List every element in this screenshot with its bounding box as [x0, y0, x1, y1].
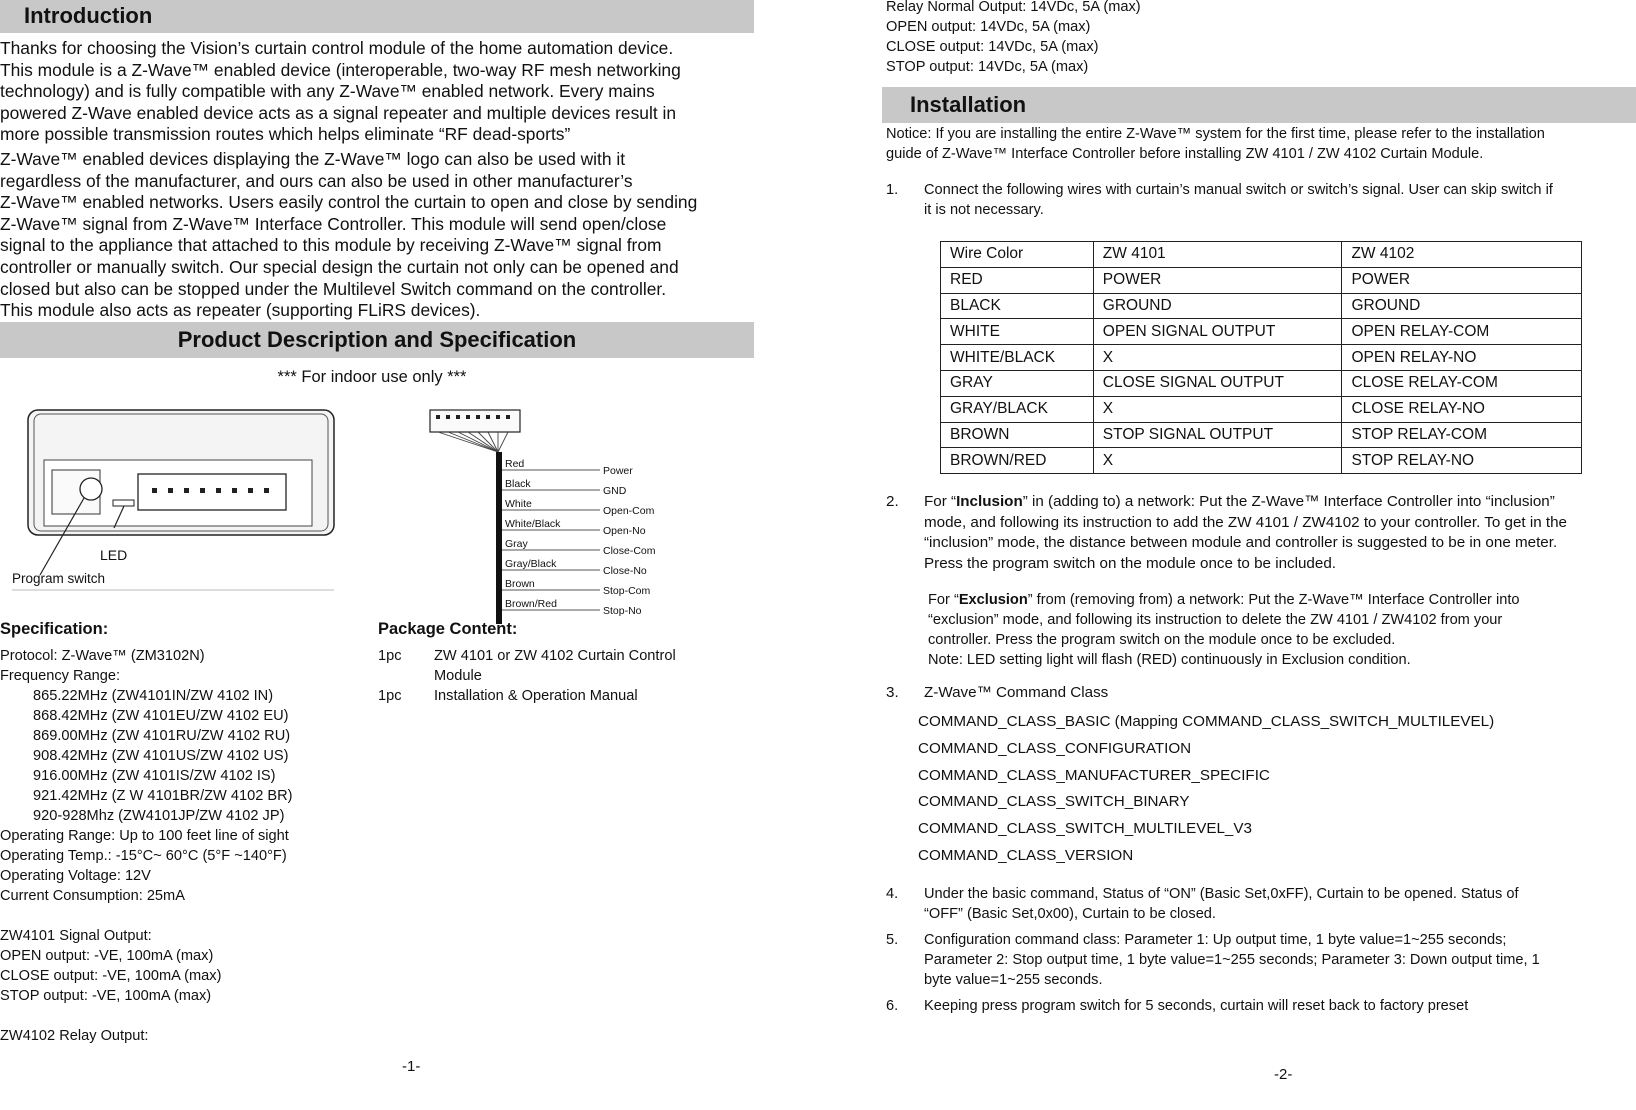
exclusion-pre: For “ — [928, 592, 959, 608]
text-line: mode, and following its instruction to add the ZW 4101 / ZW4102 to your controller. To get in the — [924, 513, 1568, 531]
signal-output-line: OPEN output: -VE, 100mA (max) — [0, 948, 214, 964]
program-switch-label: Program switch — [12, 571, 106, 586]
signal-label: Stop-Com — [603, 585, 651, 597]
signal-label: GND — [603, 485, 627, 497]
table-row — [941, 267, 1582, 293]
connector-pin — [248, 488, 253, 493]
table-cell: GROUND — [1093, 293, 1342, 319]
exclusion-line — [928, 590, 1520, 610]
plug-pin — [496, 415, 500, 419]
table-cell: POWER — [1342, 267, 1582, 293]
exclusion-keyword: Exclusion — [958, 592, 1028, 608]
text-line: Parameter 2: Stop output time, 1 byte value=1~255 seconds; Parameter 3: Down output time, 1 — [924, 952, 1540, 968]
product-heading-bar — [0, 322, 754, 358]
text-line: Z-Wave™ enabled networks. Users easily control the curtain to open and close by sending — [0, 192, 698, 213]
plug-pin — [486, 415, 490, 419]
step-1 — [886, 180, 1553, 220]
wire-label: Black — [505, 478, 531, 490]
connector-pin — [168, 488, 173, 493]
text-line: guide of Z-Wave™ Interface Controller before installing ZW 4101 / ZW 4102 Curtain Module. — [886, 146, 1484, 162]
frequency-line: 921.42MHz (Z W 4101BR/ZW 4102 BR) — [33, 788, 293, 804]
wire-label: Brown/Red — [505, 598, 557, 610]
inclusion-post: ” in (adding to) a network: Put the Z-Wave™ Interface Controller into “inclusion” — [1022, 493, 1555, 510]
package-item — [378, 646, 676, 666]
table-header-cell: ZW 4102 — [1342, 242, 1582, 268]
text-line: signal to the appliance that attached to this module by receiving Z-Wave™ signal from — [0, 235, 662, 256]
connector-pin — [216, 488, 221, 493]
relay-line: OPEN output: 14VDc, 5A (max) — [886, 19, 1091, 35]
table-cell: WHITE — [941, 319, 1094, 345]
relay-output-heading: ZW4102 Relay Output: — [0, 1028, 149, 1044]
installation-heading-bar — [882, 87, 1636, 123]
signal-output-line: STOP output: -VE, 100mA (max) — [0, 988, 212, 1004]
package-desc: Installation & Operation Manual — [434, 688, 638, 704]
wire-label: Gray/Black — [505, 558, 557, 570]
table-cell: POWER — [1093, 267, 1342, 293]
table-cell: CLOSE RELAY-NO — [1342, 396, 1582, 422]
frequency-line: 908.42MHz (ZW 4101US/ZW 4102 US) — [33, 748, 289, 764]
installation-notice — [886, 124, 1545, 164]
connector-pin — [184, 488, 189, 493]
table-cell: STOP SIGNAL OUTPUT — [1093, 422, 1342, 448]
frequency-line: 869.00MHz (ZW 4101RU/ZW 4102 RU) — [33, 728, 291, 744]
wire-label: Gray — [505, 538, 528, 550]
frequency-line: 920-928Mhz (ZW4101JP/ZW 4102 JP) — [33, 808, 285, 824]
table-header-row — [941, 242, 1582, 268]
table-cell: BLACK — [941, 293, 1094, 319]
connector-pin — [152, 488, 157, 493]
table-row — [941, 448, 1582, 474]
text-line: it is not necessary. — [924, 202, 1044, 218]
inclusion-pre: For “ — [924, 493, 957, 510]
step-number: 6. — [886, 998, 899, 1014]
table-row — [941, 396, 1582, 422]
command-class-list — [918, 709, 1494, 870]
signal-label: Close-Com — [603, 545, 656, 557]
table-cell: OPEN RELAY-NO — [1342, 345, 1582, 371]
signal-label: Power — [603, 465, 633, 477]
inclusion-keyword: Inclusion — [956, 493, 1023, 510]
package-heading: Package Content: — [378, 620, 518, 638]
step-4 — [886, 884, 1519, 924]
led — [113, 500, 134, 506]
wire-label: Red — [505, 458, 525, 470]
table-cell: X — [1093, 345, 1342, 371]
wire-label: White — [505, 498, 532, 510]
connector-pin — [264, 488, 269, 493]
table-cell: BROWN/RED — [941, 448, 1094, 474]
spec-line: Current Consumption: 25mA — [0, 888, 185, 904]
table-cell: CLOSE RELAY-COM — [1342, 370, 1582, 396]
table-cell: STOP RELAY-NO — [1342, 448, 1582, 474]
text-line: Note: LED setting light will flash (RED) continuously in Exclusion condition. — [928, 652, 1411, 668]
plug-pin — [456, 415, 460, 419]
connector-pin — [200, 488, 205, 493]
text-line: Press the program switch on the module once to be included. — [924, 554, 1336, 572]
relay-line: STOP output: 14VDc, 5A (max) — [886, 59, 1089, 75]
text-line: regardless of the manufacturer, and ours can also be used in other manufacturer’s — [0, 170, 633, 191]
command-class-item: COMMAND_CLASS_SWITCH_MULTILEVEL_V3 — [918, 820, 1252, 838]
table-cell: STOP RELAY-COM — [1342, 422, 1582, 448]
relay-output-list — [886, 0, 1141, 77]
step-5 — [886, 930, 1540, 990]
table-header-cell: ZW 4101 — [1093, 242, 1342, 268]
text-line: Z-Wave™ signal from Z-Wave™ Interface Controller. This module will send open/close — [0, 213, 667, 234]
command-class-item: COMMAND_CLASS_MANUFACTURER_SPECIFIC — [918, 766, 1270, 784]
product-heading: Product Description and Specification — [177, 327, 577, 352]
relay-line: Relay Normal Output: 14VDc, 5A (max) — [886, 0, 1141, 15]
text-line: controller or manually switch. Our special design the curtain not only can be opened and — [0, 256, 679, 277]
spec-line: Protocol: Z-Wave™ (ZM3102N) — [0, 648, 205, 664]
frequency-line: 916.00MHz (ZW 4101IS/ZW 4102 IS) — [33, 768, 276, 784]
relay-line: CLOSE output: 14VDc, 5A (max) — [886, 39, 1099, 55]
signal-label: Close-No — [603, 565, 647, 577]
table-cell: RED — [941, 267, 1094, 293]
text-line: technology) and is fully compatible with any Z-Wave™ enabled network. Every mains — [0, 81, 655, 102]
table-cell: CLOSE SIGNAL OUTPUT — [1093, 370, 1342, 396]
wires-figure — [420, 400, 700, 625]
fan-wire — [498, 432, 508, 452]
text-line: controller. Press the program switch on the module once to be excluded. — [928, 632, 1396, 648]
text-line: byte value=1~255 seconds. — [924, 972, 1103, 988]
specification-heading: Specification: — [0, 620, 109, 638]
step-number: 5. — [886, 932, 899, 948]
text-line: Keeping press program switch for 5 seconds, curtain will reset back to factory preset — [924, 998, 1469, 1014]
signal-label: Open-No — [603, 525, 646, 537]
wire-bundle — [496, 452, 502, 624]
command-class-title: Z-Wave™ Command Class — [924, 684, 1109, 701]
table-cell: WHITE/BLACK — [941, 345, 1094, 371]
signal-output-line: CLOSE output: -VE, 100mA (max) — [0, 968, 222, 984]
spec-line: Operating Range: Up to 100 feet line of sight — [0, 828, 289, 844]
fan-wire — [458, 432, 498, 452]
spec-line: Frequency Range: — [0, 668, 121, 684]
text-line: Configuration command class: Parameter 1: Up output time, 1 byte value=1~255 seconds; — [924, 932, 1507, 948]
plug-pin — [436, 415, 440, 419]
package-qty: 1pc — [378, 688, 402, 704]
package-desc-cont: Module — [434, 668, 482, 684]
package-desc: ZW 4101 or ZW 4102 Curtain Control — [434, 648, 676, 664]
signal-output-line: ZW4101 Signal Output: — [0, 928, 152, 944]
spec-line: Operating Voltage: 12V — [0, 868, 151, 884]
signal-label: Stop-No — [603, 605, 642, 617]
connector-header — [138, 474, 286, 510]
table-row — [941, 370, 1582, 396]
program-switch — [80, 478, 102, 500]
command-class-item: COMMAND_CLASS_BASIC (Mapping COMMAND_CLASS_SWITCH_MULTILEVEL) — [918, 713, 1495, 730]
table-cell: GRAY — [941, 370, 1094, 396]
text-line: closed but also can be stopped under the Multilevel Switch command on the controller. — [0, 278, 667, 299]
table-row — [941, 345, 1582, 371]
text-line: Thanks for choosing the Vision’s curtain control module of the home automation device. — [0, 38, 674, 58]
package-qty: 1pc — [378, 648, 402, 664]
wire-label: Brown — [505, 578, 535, 590]
command-class-item: COMMAND_CLASS_VERSION — [918, 846, 1134, 864]
introduction-para-2 — [0, 149, 697, 322]
table-row — [941, 293, 1582, 319]
frequency-line: 868.42MHz (ZW 4101EU/ZW 4102 EU) — [33, 708, 289, 724]
table-cell: X — [1093, 448, 1342, 474]
indoor-note: *** For indoor use only *** — [277, 368, 467, 386]
page-number-2: -2- — [1274, 1066, 1293, 1083]
plug-pin — [506, 415, 510, 419]
command-class-item: COMMAND_CLASS_CONFIGURATION — [918, 739, 1192, 757]
module-figure — [0, 400, 345, 595]
exclusion-post: ” from (removing from) a network: Put the Z-Wave™ Interface Controller into — [1027, 592, 1520, 608]
table-row — [941, 319, 1582, 345]
led-label: LED — [100, 547, 128, 563]
package-list — [378, 646, 676, 706]
spec-line: Operating Temp.: -15°C~ 60°C (5°F ~140°F) — [0, 848, 287, 864]
text-line: Notice: If you are installing the entire Z-Wave™ system for the first time, please refer to the installation — [886, 126, 1545, 142]
text-line: Under the basic command, Status of “ON” (Basic Set,0xFF), Curtain to be opened. Status of — [924, 886, 1519, 902]
inclusion-line — [924, 492, 1567, 513]
step-number: 3. — [886, 684, 899, 701]
step-number: 2. — [886, 493, 899, 510]
step-number: 1. — [886, 182, 899, 198]
wire-label: White/Black — [505, 518, 561, 530]
table-cell: BROWN — [941, 422, 1094, 448]
step-number: 4. — [886, 886, 899, 902]
page-number-1: -1- — [402, 1058, 421, 1075]
text-line: “OFF” (Basic Set,0x00), Curtain to be closed. — [924, 906, 1216, 922]
table-cell: X — [1093, 396, 1342, 422]
introduction-heading: Introduction — [24, 3, 153, 28]
frequency-line: 865.22MHz (ZW4101IN/ZW 4102 IN) — [33, 688, 274, 704]
installation-heading: Installation — [910, 92, 1027, 117]
command-class-item: COMMAND_CLASS_SWITCH_BINARY — [918, 793, 1190, 811]
table-row — [941, 422, 1582, 448]
table-cell: GRAY/BLACK — [941, 396, 1094, 422]
table-header-cell: Wire Color — [941, 242, 1094, 268]
text-line: “exclusion” mode, and following its instruction to delete the ZW 4101 / ZW4102 from your — [928, 612, 1503, 628]
introduction-para-1 — [0, 38, 681, 146]
text-line: more possible transmission routes which helps eliminate “RF dead-sports” — [0, 124, 571, 145]
text-line: Z-Wave™ enabled devices displaying the Z-Wave™ logo can also be used with it — [0, 149, 626, 169]
table-cell: OPEN RELAY-COM — [1342, 319, 1582, 345]
text-line: This module also acts as repeater (supporting FLiRS devices). — [0, 300, 481, 321]
wire-table — [940, 241, 1582, 474]
package-item — [378, 686, 676, 706]
exclusion-block — [928, 590, 1520, 670]
table-cell: OPEN SIGNAL OUTPUT — [1093, 319, 1342, 345]
specification-list — [0, 646, 293, 1046]
step-2 — [886, 492, 1567, 574]
introduction-heading-bar — [0, 0, 754, 33]
plug-housing — [430, 410, 520, 432]
text-line: “inclusion” mode, the distance between module and controller is suggested to be in one meter. — [924, 534, 1558, 552]
text-line: Connect the following wires with curtain’s manual switch or switch’s signal. User can skip switch if — [924, 182, 1553, 198]
table-cell: GROUND — [1342, 293, 1582, 319]
text-line: This module is a Z-Wave™ enabled device (interoperable, two-way RF mesh networking — [0, 59, 681, 80]
step-6 — [886, 996, 1468, 1016]
signal-label: Open-Com — [603, 505, 655, 517]
plug-pin — [476, 415, 480, 419]
plug-pin — [466, 415, 470, 419]
plug-pin — [446, 415, 450, 419]
text-line: powered Z-Wave enabled device acts as a signal repeater and multiple devices result in — [0, 102, 677, 123]
connector-pin — [232, 488, 237, 493]
